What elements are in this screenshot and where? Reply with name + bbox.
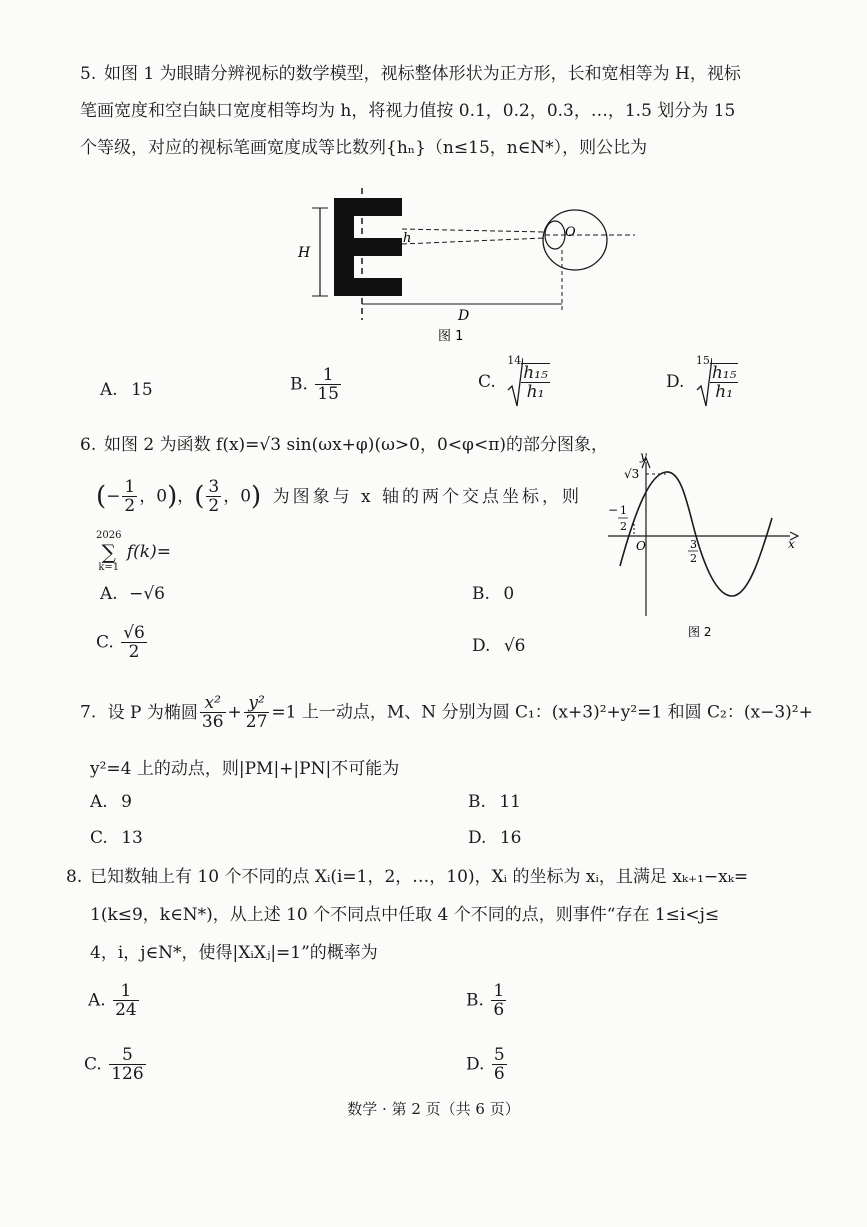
q5-option-a[interactable] (100, 380, 153, 400)
q8-option-a-den: 24 (115, 1000, 137, 1020)
q8-option-d-num: 5 (493, 1045, 505, 1065)
q7-frac-27: 27 (245, 712, 268, 732)
q5-number: 5. (80, 64, 97, 84)
q6-point2-num: 3 (208, 477, 220, 497)
q7-frac-x2: x² (200, 694, 226, 713)
q8-line-3: 4，i，j∈N*，使得|XᵢXⱼ|=1”的概率为 (90, 943, 378, 963)
q6-point1-num: 1 (124, 477, 136, 497)
q7-option-c-letter: C. (90, 828, 108, 848)
q7-option-d[interactable] (468, 828, 521, 848)
q7-option-a-letter: A. (90, 792, 108, 812)
q7-option-b-letter: B. (468, 792, 486, 812)
q5-option-b-den: 15 (317, 384, 339, 404)
q5-option-a-value: 15 (131, 380, 153, 400)
q6-sum-upper: 2026 (96, 530, 122, 541)
q5-option-c-letter: C. (478, 372, 496, 392)
fig2-label-y: y (640, 449, 647, 463)
q6-line-1: 如图 2 为函数 f(x)=√3 sin(ωx+φ)(ω>0，0<φ<π)的部分图象， (104, 435, 609, 455)
q5-option-d-index: 15 (695, 354, 710, 367)
q5-option-c-num: h₁₅ (523, 363, 548, 383)
q8-option-c-num: 5 (109, 1046, 145, 1065)
q6-sum-lower: k=1 (98, 562, 120, 573)
q8-option-d-letter: D. (466, 1054, 485, 1075)
q8-option-b-letter: B. (466, 990, 484, 1011)
q6-option-a-value: −√6 (129, 584, 165, 604)
q6-option-c-den: 2 (128, 642, 140, 662)
svg-text:−: − (608, 503, 619, 517)
fig1-caption: 图 1 (438, 329, 464, 344)
fig2-label-x: x (788, 537, 795, 551)
q6-point2-den: 2 (208, 496, 220, 516)
q5-line-1: 如图 1 为眼睛分辨视标的数学模型，视标整体形状为正方形，长和宽相等为 H，视标 (104, 64, 741, 84)
page-footer: 数学 · 第 2 页（共 6 页） (347, 1100, 520, 1118)
q8-line-2: 1(k≤9，k∈N*)，从上述 10 个不同点中任取 4 个不同的点，则事件“存在 1≤i<j≤ (90, 905, 720, 925)
fig1-label-D: D (458, 308, 470, 324)
q7-option-d-value: 16 (499, 828, 522, 848)
q5-option-d[interactable] (666, 356, 740, 408)
q8-option-a[interactable] (88, 982, 141, 1019)
q7-post: =1 上一动点，M、N 分别为圆 C₁：(x+3)²+y²=1 和圆 C₂：(x−3)²+ (271, 702, 813, 723)
fig2-label-sqrt3: √3 (624, 467, 640, 481)
q6-option-a[interactable] (100, 584, 165, 604)
fig1-label-O: O (565, 225, 576, 240)
q6-option-d[interactable] (472, 636, 526, 656)
q7-option-b[interactable] (468, 792, 521, 812)
q5-option-c-index: 14 (507, 354, 522, 367)
q5-line-2: 笔画宽度和空白缺口宽度相等均为 h，将视力值按 0.1，0.2，0.3，…，1.5 划分为 15 (80, 101, 736, 121)
q6-sum-body: f(k)= (126, 542, 171, 562)
q6-option-c-num: √6 (123, 623, 145, 643)
q6-number: 6. (80, 435, 97, 455)
q7-pre: 设 P 为椭圆 (107, 702, 198, 723)
q6-option-a-letter: A. (100, 584, 118, 604)
q6-option-d-value: √6 (503, 636, 526, 656)
q8-option-c-letter: C. (84, 1054, 102, 1075)
q6-line-2-tail: 为图象与 x 轴的两个交点坐标，则 (272, 486, 582, 507)
fig2-label-p3: 3 (690, 538, 697, 551)
q7-option-b-value: 11 (499, 792, 521, 812)
q8-option-a-letter: A. (88, 990, 106, 1011)
q5-option-b-letter: B. (290, 374, 308, 395)
q8-option-c-den: 126 (111, 1064, 144, 1084)
q6-option-d-letter: D. (472, 636, 491, 656)
q7-option-c-value: 13 (121, 828, 143, 848)
figure-1-diagram (290, 180, 650, 350)
fig2-label-O: O (636, 539, 646, 553)
q5-option-b-num: 1 (315, 366, 341, 385)
fig1-label-h: h (403, 231, 412, 246)
q6-option-b-value: 0 (503, 584, 515, 604)
q5-option-c-den: h₁ (526, 382, 545, 402)
fig2-label-m2: 2 (620, 520, 627, 533)
fig2-label-m1: 1 (620, 504, 627, 517)
q6-option-b-letter: B. (472, 584, 490, 604)
q7-option-c[interactable] (90, 828, 143, 848)
q6-option-c-letter: C. (96, 632, 114, 653)
fig2-caption: 图 2 (688, 625, 712, 639)
q7-option-a-value: 9 (121, 792, 132, 812)
q8-option-b-den: 6 (493, 1000, 505, 1020)
q8-option-c[interactable] (84, 1046, 148, 1083)
q8-number: 8. (66, 867, 83, 887)
q8-line-1: 已知数轴上有 10 个不同的点 Xᵢ(i=1，2，…，10)，Xᵢ 的坐标为 xᵢ，且满足 xₖ₊₁−xₖ= (90, 867, 749, 887)
q5-option-d-den: h₁ (715, 382, 734, 402)
q6-summation: 2026 ∑ k=1 f(k)= (96, 530, 171, 573)
q8-option-b-num: 1 (493, 981, 505, 1001)
figure-2-graph (600, 448, 810, 648)
q5-option-d-num: h₁₅ (711, 363, 737, 383)
q8-option-b[interactable] (466, 982, 508, 1019)
q5-option-c[interactable] (478, 356, 552, 408)
q7-option-a[interactable] (90, 792, 132, 812)
q5-line-3: 个等级，对应的视标笔画宽度成等比数列{hₙ}（n≤15，n∈N*），则公比为 (80, 138, 648, 158)
fig2-label-p2: 2 (690, 552, 697, 565)
q7-line-2: y²=4 上的动点，则|PM|+|PN|不可能为 (90, 759, 400, 779)
q7-frac-y2: y² (244, 694, 270, 713)
fig1-label-H: H (298, 245, 311, 261)
q5-option-d-letter: D. (666, 372, 685, 392)
q5-option-a-letter: A. (100, 380, 118, 400)
q7-option-d-letter: D. (468, 828, 487, 848)
q6-line-2: (− $\frac{1}{2}$ ，0)，( $\frac{3}{2}$ ，0) 为图象与 x 轴的两个交点坐标，则 (96, 477, 582, 516)
q6-option-c[interactable] (96, 624, 149, 661)
q6-option-b[interactable] (472, 584, 514, 604)
q8-option-a-num: 1 (113, 982, 139, 1001)
q8-option-d[interactable] (466, 1046, 509, 1083)
q5-option-b[interactable] (290, 366, 343, 403)
q7-number: 7. (80, 702, 97, 723)
q7-frac-36: 36 (201, 712, 224, 732)
q6-point1-den: 2 (124, 496, 136, 516)
q7-line-1: 7. 设 P 为椭圆 $\frac{\text{x²}}{36}$ + $\frac{\text{y²}}{27}$ =1 上一动点，M、N 分别为圆 C₁：(x+3)²+y²=1 和圆 C₂：(x−3)²+ (80, 693, 813, 732)
q8-option-d-den: 6 (493, 1064, 505, 1084)
